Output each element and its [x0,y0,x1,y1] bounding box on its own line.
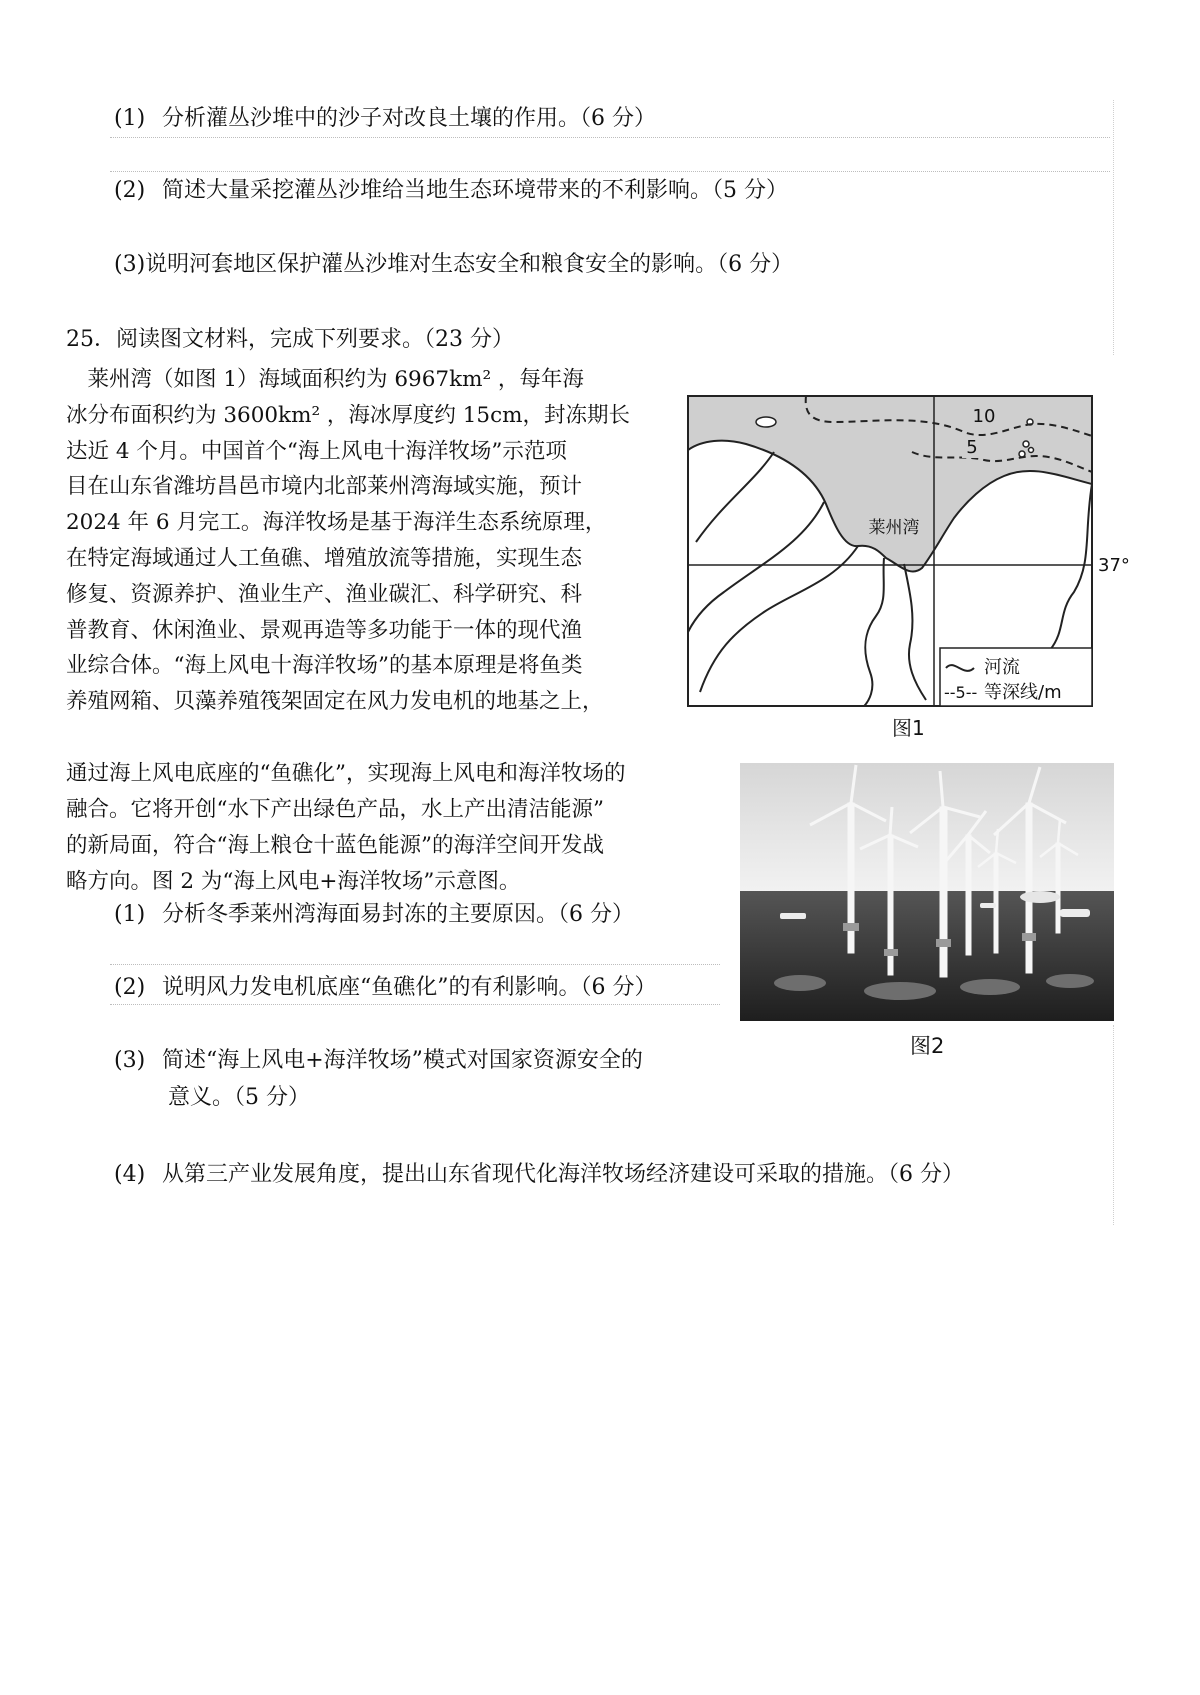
para-line: 目在山东省潍坊昌邑市境内北部莱州湾海域实施，预计 [66,474,583,500]
answer-rule [110,964,720,965]
para-line: 达近 4 个月。中国首个“海上风电十海洋牧场”示范项 [66,438,567,464]
river [696,452,774,542]
margin-guide [1113,1025,1114,1225]
latitude-label: 37° [1098,555,1130,576]
legend-contour-label: 等深线/m [984,682,1062,703]
prev-question-3: (3)说明河套地区保护灌丛沙堆对生态安全和粮食安全的影响。（6 分） [114,252,794,277]
prev-question-2: (2) 简述大量采挖灌丛沙堆给当地生态环境带来的不利影响。（5 分） [114,178,788,203]
island [1023,441,1029,447]
contour-10-label: 10 [972,406,996,427]
q25-question-4: (4) 从第三产业发展角度，提出山东省现代化海洋牧场经济建设可采取的措施。（6 分） [114,1162,964,1187]
answer-rule [110,1004,720,1005]
para-line: 业综合体。“海上风电十海洋牧场”的基本原理是将鱼类 [66,653,583,679]
bay-label: 莱州湾 [868,518,920,538]
river [700,546,858,692]
para-line: 莱州湾（如图 1）海域面积约为 6967km² ，每年海 [66,367,584,392]
river [904,564,926,700]
platform [1020,891,1060,903]
question-25-heading: 25．阅读图文材料，完成下列要求。（23 分） [66,327,514,352]
material-paragraph [66,362,666,720]
answer-rule [110,171,1110,172]
figure-1-caption: 图1 [892,716,925,740]
para-line: 的新局面，符合“海上粮仓十蓝色能源”的海洋空间开发战 [66,833,604,858]
q25-question-3-cont: 意义。（5 分） [168,1085,310,1110]
para-line: 在特定海域通过人工鱼礁、增殖放流等措施，实现生态 [66,545,583,571]
contour-5-label: 5 [966,437,978,458]
para-line: 通过海上风电底座的“鱼礁化”，实现海上风电和海洋牧场的 [66,761,626,786]
island [756,417,776,427]
river [688,502,824,632]
island [1029,448,1034,453]
figure-2-illustration [740,763,1114,1021]
prev-question-1: (1) 分析灌丛沙堆中的沙子对改良土壤的作用。（6 分） [114,106,656,131]
para-line: 融合。它将开创“水下产出绿色产品，水上产出清洁能源” [66,797,604,822]
para-line: 养殖网箱、贝藻养殖筏架固定在风力发电机的地基之上， [66,689,604,715]
legend-river-label: 河流 [984,657,1020,678]
margin-guide [1113,100,1114,355]
para-line: 2024 年 6 月完工。海洋牧场是基于海洋生态系统原理， [66,510,607,536]
q25-question-3: (3) 简述“海上风电+海洋牧场”模式对国家资源安全的 [114,1048,643,1073]
para-line: 修复、资源养护、渔业生产、渔业碳汇、科学研究、科 [66,581,583,607]
river [860,558,884,710]
para-line: 冰分布面积约为 3600km² ，海冰厚度约 15cm，封冻期长 [66,402,631,428]
para-line: 略方向。图 2 为“海上风电+海洋牧场”示意图。 [66,869,521,894]
figure-1-map [684,392,1130,722]
legend-contour-symbol: --5-- [944,683,978,702]
material-paragraph-2 [66,756,666,900]
answer-rule [110,137,1110,138]
q25-question-2: (2) 说明风力发电机底座“鱼礁化”的有利影响。（6 分） [114,975,657,1000]
para-line: 普教育、休闲渔业、景观再造等多功能于一体的现代渔 [66,617,583,643]
figure-2-caption: 图2 [910,1034,945,1058]
q25-question-1: (1) 分析冬季莱州湾海面易封冻的主要原因。（6 分） [114,902,634,927]
